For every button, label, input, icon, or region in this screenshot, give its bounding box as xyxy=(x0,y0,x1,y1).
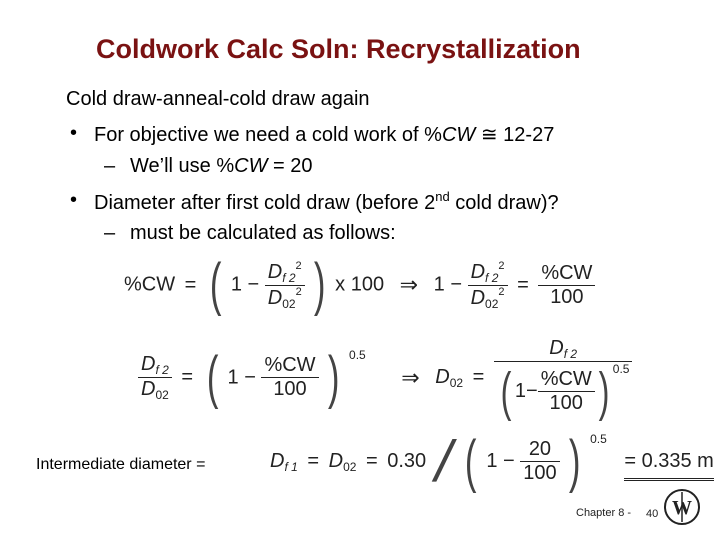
eq2-minus: − xyxy=(244,366,256,389)
bullet-2-sup: nd xyxy=(435,189,450,204)
intermediate-label: Intermediate diameter = xyxy=(36,456,206,473)
slide-title: Coldwork Calc Soln: Recrystallization xyxy=(96,34,581,64)
eq1-den-sup: 2 xyxy=(295,285,302,298)
sub-bullet-2: must be calculated as follows: xyxy=(130,222,396,244)
eq1-num-sub: f 2 xyxy=(282,270,296,285)
bullet-2 xyxy=(94,189,559,215)
sub-bullet-1 xyxy=(130,155,313,178)
eq3-slash: / xyxy=(428,429,459,494)
eq1b-num-sup: 2 xyxy=(498,259,505,272)
bullet-2-after: cold draw)? xyxy=(449,192,559,214)
bullet-marker-2: • xyxy=(70,189,78,211)
eq1b-equals: = xyxy=(517,273,529,296)
eq2-implies-arrow: ⇒ xyxy=(401,364,420,390)
eq3-value: 0.30 xyxy=(387,450,427,472)
eq1-left-paren: ( xyxy=(209,252,222,317)
bullet-1-cw: CW xyxy=(441,124,476,146)
eq1-one: 1 xyxy=(230,273,242,296)
eq2-equals: = xyxy=(181,366,194,389)
eq1-den-d: D xyxy=(267,286,283,309)
eq3-num: 20 xyxy=(520,438,559,462)
eq1b-fraction xyxy=(468,260,508,311)
eq1b-rhs-fraction xyxy=(538,262,595,309)
eq3-den: 100 xyxy=(523,462,557,484)
eq1b-den-d: D xyxy=(470,286,486,309)
eq3-one: 1 xyxy=(486,450,498,472)
eq3-result: = 0.335 m xyxy=(624,450,714,481)
eq1-num-d: D xyxy=(267,260,283,283)
equation-1 xyxy=(124,252,595,317)
sub-1-value: = 20 xyxy=(267,155,313,177)
eq2b-minus: − xyxy=(526,380,538,403)
eq1b-num-d: D xyxy=(470,260,486,283)
wiley-logo-icon xyxy=(662,487,702,527)
eq2-den-d: D xyxy=(141,378,156,401)
eq2b-equals: = xyxy=(472,366,485,389)
eq1-num-sup: 2 xyxy=(295,259,302,272)
footer-page-number: 40 xyxy=(646,508,659,520)
equation-2 xyxy=(138,337,632,422)
eq1b-den-sup: 2 xyxy=(498,285,505,298)
eq2b-one: 1 xyxy=(514,380,526,403)
eq2-left-paren: ( xyxy=(206,344,219,410)
eq2-num-sub: f 2 xyxy=(155,363,169,378)
eq1-implies-arrow: ⇒ xyxy=(399,272,419,297)
eq2-num: %CW xyxy=(261,354,318,378)
eq2b-inner-num: %CW xyxy=(538,368,595,392)
eq3-left-paren: ( xyxy=(465,428,477,494)
eq2-den-sub: 02 xyxy=(155,388,169,403)
eq1-right-paren: ) xyxy=(314,252,326,317)
bullet-1 xyxy=(94,122,554,147)
eq2b-right-paren: ) xyxy=(598,361,610,422)
eq1b-num-sub: f 2 xyxy=(485,270,499,285)
eq1-den-sub: 02 xyxy=(282,296,296,311)
eq2b-sub: 02 xyxy=(449,375,464,390)
intro-text: Cold draw-anneal-cold draw again xyxy=(66,88,370,110)
bullet-marker-1: • xyxy=(70,122,78,144)
eq3-fraction xyxy=(520,438,559,485)
eq1-times: x 100 xyxy=(335,273,385,296)
eq2b-exponent: 0.5 xyxy=(612,362,630,376)
eq2-right-paren: ) xyxy=(327,344,340,410)
sub-1-cw: CW xyxy=(234,155,268,177)
eq1b-minus: − xyxy=(450,273,463,296)
eq3-df1: $D_{f 1}$ xyxy=(270,449,298,474)
eq2-exponent: 0.5 xyxy=(349,348,366,363)
eq2b-num-sub: f 2 xyxy=(563,347,578,361)
bullet-1-text: For objective we need a cold work of % xyxy=(94,124,442,146)
eq2-num-d: D xyxy=(141,353,156,376)
eq2b-d: D xyxy=(435,365,450,388)
eq2b-lhs xyxy=(435,366,463,388)
eq3-right-paren: ) xyxy=(569,428,581,494)
eq3-minus: − xyxy=(503,450,515,472)
eq3-equals-2: = xyxy=(365,450,378,472)
eq2-one: 1 xyxy=(227,366,239,389)
eq1b-one: 1 xyxy=(433,273,445,296)
eq2b-fraction xyxy=(494,337,633,422)
eq2-den: 100 xyxy=(273,378,307,401)
equation-3 xyxy=(270,428,714,495)
eq3-d02: $D_{02}$ xyxy=(328,449,357,474)
eq2b-inner-den: 100 xyxy=(549,392,583,415)
eq1-minus: − xyxy=(247,273,260,296)
approx-symbol: ≅ xyxy=(480,124,498,146)
eq1-fraction xyxy=(265,260,305,311)
sub-1-text: We’ll use % xyxy=(130,155,235,177)
eq1-lhs: %CW xyxy=(124,273,176,296)
eq3-equals: = xyxy=(307,450,320,472)
svg-text:W: W xyxy=(672,497,692,519)
eq1b-den-sub: 02 xyxy=(485,296,499,311)
dash-marker-2: – xyxy=(104,222,116,244)
bullet-1-range: 12-27 xyxy=(503,124,555,146)
eq2b-left-paren: ( xyxy=(500,361,512,422)
eq1b-rhs-num: %CW xyxy=(538,262,595,286)
dash-marker-1: – xyxy=(104,155,116,177)
eq1b-rhs-den: 100 xyxy=(550,285,584,308)
bullet-2-text: Diameter after first cold draw (before 2 xyxy=(94,192,436,214)
footer-chapter: Chapter 8 - xyxy=(576,507,632,519)
eq2b-num-d: D xyxy=(549,337,564,359)
eq2b-inner-fraction xyxy=(538,368,595,415)
eq3-exponent: 0.5 xyxy=(590,431,607,446)
eq2-lhs-fraction xyxy=(138,353,172,402)
eq1-equals: = xyxy=(184,273,197,296)
eq2-fraction xyxy=(261,354,318,401)
